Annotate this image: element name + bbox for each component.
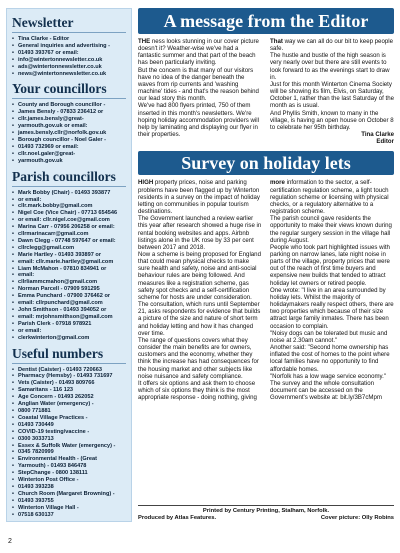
list-item: • or email:	[12, 328, 126, 335]
list-item: • 01493 393755	[12, 498, 126, 505]
parish-councillors-list	[12, 190, 126, 342]
newsletter-heading: Newsletter	[12, 15, 74, 30]
list-item: • COVID-19 testing/vaccine -	[12, 429, 126, 436]
councillors-heading: Your councillors	[12, 81, 107, 97]
list-item: • Age Concern - 01493 262052	[12, 394, 126, 401]
list-item: • 0345 7820999	[12, 449, 126, 456]
credits-footer	[138, 505, 394, 522]
list-item: • james.bensly.cllr@norfolk.gov.uk	[12, 130, 126, 137]
list-item: • 07518 630137	[12, 512, 126, 519]
list-item: • email:	[12, 272, 126, 279]
parish-councillors-heading: Parish councillors	[12, 168, 116, 184]
list-item: • news@wintertonnewsletter.co.uk	[12, 71, 126, 78]
list-item: • info@wintertonnewsletter.co.uk	[12, 57, 126, 64]
list-item: • 01493 730449	[12, 422, 126, 429]
list-item: • cllrmarinacarr@gmail.com	[12, 231, 126, 238]
list-item: • 0300 3033713	[12, 436, 126, 443]
editor-message-col2-text	[270, 38, 394, 131]
list-item: • Nigel Coe (Vice Chair) - 07713 654546	[12, 210, 126, 217]
paragraph: The hustle and bustle of the high season is very nearly over but there are still events to look forward to as the evenings start to draw in.	[270, 52, 390, 81]
editor-message-body	[138, 38, 394, 145]
list-item: • Coastal Village Practices -	[12, 415, 126, 422]
list-item: • Liam McMahon - 07810 834941 or	[12, 266, 126, 273]
list-item: • Winterton Village Hall -	[12, 505, 126, 512]
signature-role: Editor	[376, 138, 394, 146]
paragraph: more information to the sector, a self-certification regulation scheme, a light touch regulation scheme or licensing with physical checks, or a regulatory alternative to a registration scheme.	[270, 179, 389, 216]
holiday-lets-col1	[138, 179, 262, 401]
list-item: • Essex & Suffolk Water (emergency) -	[12, 443, 126, 450]
paragraph: Now a scheme is being proposed for England that could mean physical checks to make sure health and safety, noise and anti-social behaviour rules are being followed. And measures like a registration scheme, gas safety spot checks and a self-certification scheme for hosts are under consideration.	[138, 251, 261, 301]
paragraph: People who took part highlighted issues with parking on narrow lanes, late night noise in parts of the village, property prices that were out of the reach of first time buyers and expensive new builds that tended to attract holiday let owners or retired people.	[270, 243, 390, 287]
paragraph: That way we can all do our bit to keep people safe.	[270, 38, 393, 53]
list-item: • 01493 393767 or email:	[12, 50, 126, 57]
list-item: • or email:	[12, 197, 126, 204]
paragraph: The consultation, which runs until September 21, asks respondents for evidence that builds a picture of the size and nature of short term and holiday letting and how it has changed over time.	[138, 301, 261, 337]
list-item: • cllrliammcmahon@gmail.com	[12, 279, 126, 286]
list-item: • cllr.noel.galer@great-	[12, 151, 126, 158]
list-item: • clerkwinterton@gmail.com	[12, 335, 126, 342]
list-item: • Parish Clerk - 07918 978921	[12, 321, 126, 328]
list-item: • email: cllr.marie.hartley@gmail.com	[12, 259, 126, 266]
list-item: • Emma Punchard - 07900 376462 or	[12, 293, 126, 300]
paragraph: "Norfolk has a low wage service economy."	[270, 372, 386, 380]
list-item: • yarmouth.gov.uk or email:	[12, 123, 126, 130]
useful-numbers-heading: Useful numbers	[12, 345, 104, 361]
list-item: • Church Room (Margaret Browning) -	[12, 491, 126, 498]
list-item: • Anglian Water (emergency) -	[12, 401, 126, 408]
list-item: • County and Borough councillor -	[12, 102, 126, 109]
list-item: • Samaritans - 116 123	[12, 387, 126, 394]
list-item: • email: mrjohnsmithson@gmail.com	[12, 314, 126, 321]
list-item: • Borough councillor - Noel Galer -	[12, 137, 126, 144]
list-item: • James Bensly - 07833 236412 or	[12, 109, 126, 116]
editor-message-col2	[270, 38, 394, 145]
holiday-lets-title: Survey on holiday lets	[138, 151, 394, 175]
list-item: • Vets (Caister) - 01493 809766	[12, 380, 126, 387]
main-content	[138, 8, 394, 522]
list-item: • Mark Bobby (Chair) - 01493 393877	[12, 190, 126, 197]
paragraph: The parish council gave residents the opportunity to make their views known during the regular surgery session in the village hall during August.	[270, 215, 392, 244]
divider	[12, 32, 126, 33]
paragraph: THE ness looks stunning in our cover picture doesn't it? Weather-wise we've had a fantastic summer and that part of the beach has been particularly inviting.	[138, 38, 259, 67]
list-item: • or email: cllr.nigel.coe@gmail.com	[12, 217, 126, 224]
list-item: • cllr.mark.bobby@gmail.com	[12, 203, 126, 210]
list-item: • John Smithson - 01493 394052 or	[12, 307, 126, 314]
list-item: • Tina Clarke - Editor	[12, 36, 126, 43]
councillors-list	[12, 102, 126, 164]
list-item: • 01493 732969 or email:	[12, 144, 126, 151]
produced-by: Produced by Atlas Features.	[138, 515, 217, 521]
list-item: • cllrclegg@gmail.com	[12, 245, 126, 252]
paragraph: Just for this month Winterton Cinema Society will be showing its film, Elvis, on Saturday, October 1, rather than the last Saturday of the month as is usual.	[270, 80, 394, 110]
paragraph: But the concern is that many of our visitors have no idea of the danger beneath the waves from rip currents and 'washing machine' tides - and that's the reason behind our lead story this month.	[138, 66, 259, 103]
paragraph: The range of questions covers what they consider the main benefits are for owners, customers and the economy, whether they think the increase has had consequences for the housing market and other subjects like noise nuisance and safety compliance.	[138, 336, 259, 380]
list-item: • Marina Carr - 07956 206258 or email:	[12, 224, 126, 231]
editor-message-col1	[138, 38, 262, 145]
signature-name: Tina Clarke	[361, 131, 394, 139]
list-item: • StepChange - 0800 138111	[12, 470, 126, 477]
list-item: • Environmental Health - (Great	[12, 456, 126, 463]
holiday-lets-col2	[270, 179, 394, 401]
divider	[12, 363, 126, 364]
newsletter-list	[12, 36, 126, 77]
list-item: • Pharmacy (Hemsby) - 01493 731697	[12, 373, 126, 380]
holiday-lets-body	[138, 179, 394, 401]
useful-numbers-list	[12, 367, 126, 519]
list-item: • Yarmouth) - 01493 846478	[12, 463, 126, 470]
paragraph: And Phyllis Smith, known to many in the village, is having an open house on October 8 to celebrate her 95th birthday.	[270, 109, 394, 131]
list-item: • General inquiries and advertising -	[12, 43, 126, 50]
list-item: • 01493 393238	[12, 484, 126, 491]
list-item: • Dentist (Caister) - 01493 720663	[12, 367, 126, 374]
paragraph: One wrote: "I live in an area surrounded by holiday lets. Whilst the majority of holidaymakers really respect others, there are two properties which because of their size attract large family inmates. There has been occasion to complain.	[270, 286, 394, 330]
editor-message-title: A message from the Editor	[138, 8, 394, 34]
printed-by: Printed by Century Printing, Stalham, Norfolk.	[202, 508, 330, 514]
paragraph: It offers six options and ask them to choose which of six options they think is the most appropriate response - doing nothing, giving	[138, 379, 257, 402]
list-item: • Winterton Post Office -	[12, 477, 126, 484]
divider	[12, 186, 126, 187]
list-item: • Marie Hartley - 01493 393897 or	[12, 252, 126, 259]
sidebar-contacts	[6, 8, 132, 522]
paragraph: We've had 800 flyers printed, 750 of them inserted in this month's newsletters. We're hoping holiday accommodation providers will help by laminating and displaying our flyer in their properties.	[138, 102, 259, 139]
list-item: • yarmouth.gov.uk	[12, 158, 126, 165]
list-item: • Dawn Clegg - 07748 597647 or email:	[12, 238, 126, 245]
page-number: 2	[8, 538, 12, 545]
paragraph: The survey and the whole consultation document can be accessed on the Government's website at: bit.ly/3B7cMpm	[270, 379, 382, 402]
paragraph: Another said: "Second home ownership has inflated the cost of homes to the point where local families have no opportunity to find affordable homes.	[270, 344, 390, 373]
list-item: • 0800 771881	[12, 408, 126, 415]
list-item: • ads@wintertonnewsletter.co.uk	[12, 64, 126, 71]
list-item: • Norman Parcell - 07909 591295	[12, 286, 126, 293]
divider	[12, 98, 126, 99]
paragraph: "Noisy dogs can be tolerated but music and noise at 2.30am cannot."	[270, 329, 388, 344]
list-item: • email: cllrpunchard@gmail.com	[12, 300, 126, 307]
credits-row	[138, 515, 394, 522]
list-item: • cllr.james.bensly@great-	[12, 116, 126, 123]
cover-credit: Cover picture: Olly Robins	[320, 515, 394, 521]
paragraph: The Government launched a review earlier this year after research showed a huge rise in rental booking websites and apps. Airbnb listings alone in the UK rose by 33 per cent between 2017 and 2018.	[138, 215, 262, 251]
paragraph: HIGH property prices, noise and parking problems have been flagged up by Winterton residents in a survey on the impact of holiday letting on communities in popular tourism destinations.	[138, 179, 260, 216]
